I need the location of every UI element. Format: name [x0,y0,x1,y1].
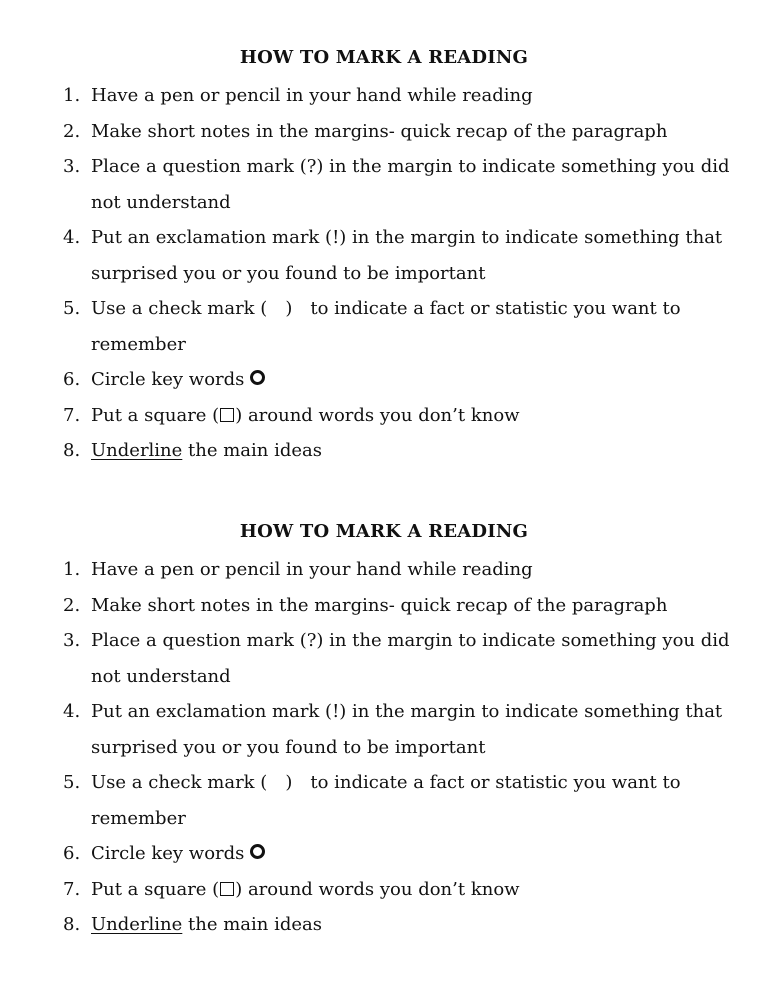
step-text-pre: Use a check mark ( [91,772,268,793]
step-text-pre: Use a check mark ( [91,298,268,319]
step-text: Put an exclamation mark (!) in the margin to indicate something that surprised you or you found to be important [91,701,723,758]
step-number: 3. [63,630,81,651]
list-item [0,836,768,872]
instructions-section-1 [0,44,768,469]
step-text: Have a pen or pencil in your hand while reading [91,559,533,580]
square-icon [220,882,234,896]
step-number: 7. [63,404,81,426]
list-item [0,623,768,694]
step-text-post: ) around words you don’t know [235,878,520,900]
step-number: 3. [63,156,81,177]
section-title: HOW TO MARK A READING [239,47,529,68]
step-number: 2. [63,120,81,142]
list-item [0,362,768,398]
step-text-pre: Put a square ( [91,878,220,900]
step-text-post: the main ideas [182,440,323,461]
steps-list [0,78,768,469]
step-number: 1. [63,85,81,106]
list-item [0,433,768,469]
step-text-post: to indicate a fact or statistic you want to remember [91,772,681,829]
step-text-post: to indicate a fact or statistic you want to remember [91,298,681,355]
step-text: Circle key words [91,369,245,390]
step-text: Make short notes in the margins- quick recap of the paragraph [91,120,668,142]
section-title: HOW TO MARK A READING [239,521,529,542]
circle-icon [250,844,265,859]
underlined-word: Underline [91,440,183,461]
step-text: Place a question mark (?) in the margin to indicate something you did not understand [91,630,730,687]
step-number: 1. [63,559,81,580]
step-text: Place a question mark (?) in the margin to indicate something you did not understand [91,156,730,213]
step-number: 6. [63,843,81,864]
circle-icon [250,370,265,385]
step-text-close: ) [285,772,293,793]
list-item [0,765,768,836]
step-text: Have a pen or pencil in your hand while reading [91,85,533,106]
step-number: 7. [63,878,81,900]
step-text: Make short notes in the margins- quick recap of the paragraph [91,594,668,616]
step-text: Circle key words [91,843,245,864]
step-number: 8. [63,914,81,935]
list-item [0,291,768,362]
list-item [0,149,768,220]
step-number: 5. [63,298,81,319]
steps-list [0,552,768,943]
list-item [0,588,768,624]
square-icon [220,408,234,422]
list-item [0,78,768,114]
list-item [0,694,768,765]
underlined-word: Underline [91,914,183,935]
list-item [0,398,768,434]
instructions-section-2 [0,518,768,943]
step-number: 5. [63,772,81,793]
list-item [0,907,768,943]
step-text-pre: Put a square ( [91,404,220,426]
list-item [0,114,768,150]
step-number: 2. [63,594,81,616]
step-number: 4. [63,227,81,248]
step-text-close: ) [285,298,293,319]
step-text: Put an exclamation mark (!) in the margin to indicate something that surprised you or you found to be important [91,227,723,284]
list-item [0,872,768,908]
step-number: 6. [63,369,81,390]
step-number: 4. [63,701,81,722]
list-item [0,552,768,588]
step-text-post: the main ideas [182,914,323,935]
step-number: 8. [63,440,81,461]
step-text-post: ) around words you don’t know [235,404,520,426]
list-item [0,220,768,291]
